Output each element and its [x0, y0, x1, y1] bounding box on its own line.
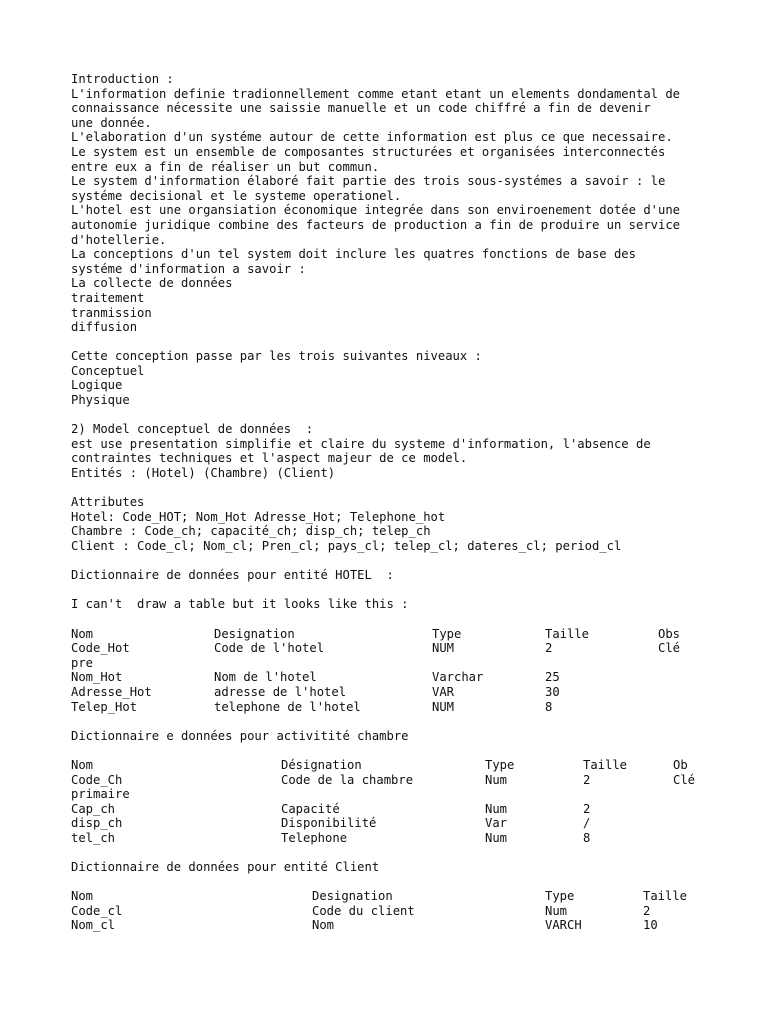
table-header-row [71, 627, 731, 642]
blank-line [71, 335, 731, 350]
table-cell: VARCH [545, 918, 582, 933]
table-row [71, 641, 731, 656]
table-cell: Ob [673, 757, 688, 772]
text-line: une donnée. [71, 115, 152, 130]
blank-line [71, 554, 731, 569]
text-line: I can't draw a table but it looks like this : [71, 597, 409, 612]
table-cell: 2 [583, 772, 591, 787]
table-cell: 2 [583, 801, 591, 816]
table-cell: Nom_Hot [71, 670, 123, 685]
table-row [71, 685, 731, 700]
text-line: L'information definie tradionnellement comme etant etant un elements dondamental de [71, 86, 681, 101]
text-line: traitement [71, 290, 145, 305]
text-line: entre eux a fin de réaliser un but commun. [71, 159, 380, 174]
table-cell: Code du client [312, 903, 415, 918]
text-line: Client : Code_cl; Nom_cl; Pren_cl; pays_cl; telep_cl; dateres_cl; period_cl [71, 539, 622, 553]
text-line: autonomie juridique combine des facteurs de production a fin de produire un service [71, 217, 681, 232]
table-cell: Cap_ch [71, 801, 116, 816]
table-cell: Nom [71, 626, 94, 641]
table-cell: 25 [545, 670, 560, 685]
text-line: Chambre : Code_ch; capacité_ch; disp_ch; telep_ch [71, 524, 431, 539]
client-dictionary-title: Dictionnaire de données pour entité Client [71, 860, 380, 875]
table-cell: Code_Hot [71, 641, 130, 656]
table-cell: Clé [673, 772, 696, 787]
table-cell: tel_ch [71, 830, 116, 845]
table-cell: Nom de l'hotel [214, 670, 317, 685]
text-line: est use presentation simplifie et claire du systeme d'information, l'absence de [71, 436, 651, 451]
table-cell: Code de la chambre [281, 772, 414, 787]
text-line: connaissance nécessite une saissie manuelle et un code chiffré a fin de devenir [71, 101, 651, 116]
table-cell: Designation [312, 889, 393, 904]
blank-line [71, 714, 731, 729]
table-cell: disp_ch [71, 816, 123, 831]
text-line: Logique [71, 378, 123, 393]
table-cell: 2 [545, 641, 553, 656]
table-cell: 10 [643, 918, 658, 933]
table-cell: Taille [545, 626, 590, 641]
table-cell: adresse de l'hotel [214, 684, 347, 699]
text-line: tranmission [71, 305, 152, 320]
document-page [71, 72, 731, 933]
chambre-dictionary-title: Dictionnaire e données pour activitité chambre [71, 728, 409, 743]
table-cell: Capacité [281, 801, 340, 816]
text-line: Introduction : [71, 72, 174, 86]
table-cell: Désignation [281, 757, 362, 772]
blank-line [71, 612, 731, 627]
table-cell: Nom [71, 757, 94, 772]
text-line: Dictionnaire de données pour entité HOTEL : [71, 568, 394, 583]
table-cell: Nom_cl [71, 918, 116, 933]
table-row [71, 831, 731, 846]
table-cell: / [583, 816, 591, 831]
table-cell: Nom [71, 889, 94, 904]
table-cell: Code_Ch [71, 772, 123, 787]
text-line: diffusion [71, 320, 138, 335]
table-cell: Taille [643, 889, 688, 904]
table-row [71, 904, 731, 919]
table-cell: Obs [658, 626, 681, 641]
text-line: L'hotel est une organsiation économique integrée dans son enviroenement dotée d'une [71, 203, 681, 218]
table-cell: 30 [545, 684, 560, 699]
text-line: L'elaboration d'un systéme autour de cette information est plus ce que necessaire. [71, 130, 673, 145]
table-cell: telephone de l'hotel [214, 699, 361, 714]
table-cell: Type [432, 626, 462, 641]
blank-line [71, 743, 731, 758]
table-cell: VAR [432, 684, 455, 699]
wrapped-cell-text: primaire [71, 787, 130, 802]
table-cell: Var [485, 816, 508, 831]
table-row [71, 816, 731, 831]
table-cell: Telep_Hot [71, 699, 138, 714]
table-cell: Num [485, 772, 508, 787]
text-line: Hotel: Code_HOT; Nom_Hot Adresse_Hot; Telephone_hot [71, 509, 446, 524]
table-cell: NUM [432, 699, 455, 714]
text-line: d'hotellerie. [71, 232, 167, 247]
text-line: Entités : (Hotel) (Chambre) (Client) [71, 466, 336, 481]
table-cell: Code_cl [71, 903, 123, 918]
table-cell: Adresse_Hot [71, 684, 152, 699]
text-line: Cette conception passe par les trois suivantes niveaux : [71, 349, 482, 364]
table-header-row [71, 758, 731, 773]
text-line: La collecte de données [71, 276, 233, 291]
table-cell: Num [545, 903, 568, 918]
table-cell: Varchar [432, 670, 484, 685]
table-row [71, 670, 731, 685]
text-line: Conceptuel [71, 363, 145, 378]
intro-text [71, 72, 731, 627]
wrapped-cell-text: pre [71, 655, 94, 670]
table-row [71, 700, 731, 715]
text-line: contraintes techniques et l'aspect majeur de ce model. [71, 451, 468, 466]
table-cell: 8 [583, 830, 591, 845]
table-cell: Telephone [281, 830, 348, 845]
table-cell: Code de l'hotel [214, 641, 325, 656]
text-line: systéme d'information a savoir : [71, 261, 306, 276]
text-line: systéme decisional et le systeme operationel. [71, 188, 402, 203]
text-line: Le system d'information élaboré fait partie des trois sous-systémes a savoir : le [71, 174, 666, 189]
table-cell: 8 [545, 699, 553, 714]
text-line: 2) Model conceptuel de données : [71, 422, 314, 437]
blank-line [71, 481, 731, 496]
client-dictionary-table [71, 889, 731, 933]
table-cell: Taille [583, 757, 628, 772]
hotel-dictionary-table [71, 627, 731, 715]
table-cell: Num [485, 801, 508, 816]
table-cell: Type [545, 889, 575, 904]
blank-line [71, 845, 731, 860]
text-line: Le system est un ensemble de composantes structurées et organisées interconnectés [71, 144, 666, 159]
chambre-dictionary-table [71, 758, 731, 846]
blank-line [71, 875, 731, 890]
blank-line [71, 408, 731, 423]
table-cell: Clé [658, 641, 681, 656]
table-cell: Num [485, 830, 508, 845]
table-cell: Type [485, 757, 515, 772]
table-cell: Nom [312, 918, 335, 933]
table-row [71, 918, 731, 933]
table-row [71, 802, 731, 817]
text-line: Attributes [71, 495, 145, 510]
table-cell: 2 [643, 903, 651, 918]
table-cell: Designation [214, 626, 295, 641]
table-header-row [71, 889, 731, 904]
table-cell: NUM [432, 641, 455, 656]
text-line: La conceptions d'un tel system doit inclure les quatres fonctions de base des [71, 247, 636, 262]
table-cell: Disponibilité [281, 816, 377, 831]
text-line: Physique [71, 393, 130, 408]
blank-line [71, 583, 731, 598]
table-row [71, 773, 731, 788]
